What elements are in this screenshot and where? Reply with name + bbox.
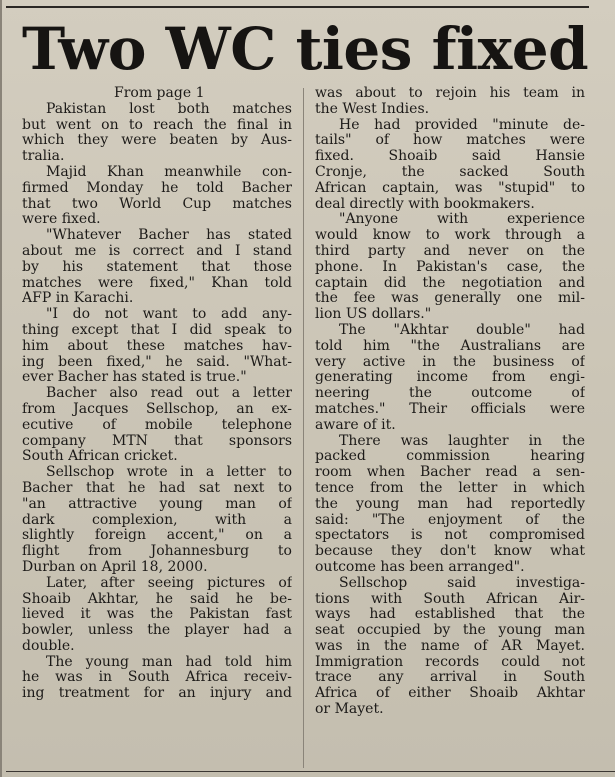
article-line: aware of it. — [315, 417, 396, 433]
article-line: very active in the business of — [315, 354, 585, 370]
article-line: bowler, unless the player had a — [22, 623, 292, 639]
headline: Two WC ties fixed — [22, 15, 589, 83]
article-line: lion US dollars." — [315, 307, 432, 323]
article-line: matches." Their officials were — [315, 401, 585, 417]
article-line: spectators is not compromised — [315, 528, 585, 544]
article-line: Shoaib Akhtar, he said he be- — [22, 591, 292, 607]
article-line: Bacher that he had sat next to — [22, 480, 292, 496]
article-line: told him "the Australians are — [315, 338, 585, 354]
article-line: Bacher also read out a letter — [46, 386, 292, 402]
article-line: "I do not want to add any- — [46, 307, 292, 323]
article-line: would know to work through a — [315, 228, 585, 244]
article-line: ever Bacher has stated is true." — [22, 370, 247, 386]
article-line: captain did the negotiation and — [315, 275, 585, 291]
top-rule — [6, 6, 589, 8]
article-line: deal directly with bookmakers. — [315, 196, 535, 212]
article-line: Sellschop said investiga- — [339, 575, 585, 591]
article-line: were fixed. — [22, 212, 101, 228]
article-line: by his statement that those — [22, 259, 292, 275]
article-line: him about these matches hav- — [22, 338, 292, 354]
article-line: or Mayet. — [315, 702, 384, 718]
article-line: lieved it was the Pakistan fast — [22, 607, 292, 623]
article-line: fixed. Shoaib said Hansie — [315, 149, 585, 165]
article-line: Immigration records could not — [315, 654, 585, 670]
article-line: was about to rejoin his team in — [315, 86, 585, 101]
article-line: room when Bacher read a sen- — [315, 465, 585, 481]
article-line: but went on to reach the final in — [22, 117, 292, 133]
article-line: Later, after seeing pictures of — [46, 575, 292, 591]
article-line: from Jacques Sellschop, an ex- — [22, 401, 292, 417]
article-line: third party and never on the — [315, 243, 585, 259]
article-line: ecutive of mobile telephone — [22, 417, 292, 433]
article-line: African captain, was "stupid" to — [315, 180, 585, 196]
bottom-rule — [6, 771, 615, 772]
article-column-right — [315, 86, 585, 718]
article-line: about me is correct and I stand — [22, 243, 292, 259]
article-line: outcome has been arranged". — [315, 559, 525, 575]
article-line: The young man had told him — [46, 654, 292, 670]
article-line: because they don't know what — [315, 544, 585, 560]
article-line: ing been fixed," he said. "What- — [22, 354, 292, 370]
column-divider — [303, 88, 304, 768]
article-line: the West Indies. — [315, 101, 430, 117]
article-line: He had provided "minute de- — [339, 117, 585, 133]
article-line: said: "The enjoyment of the — [315, 512, 585, 528]
article-line: tails" of how matches were — [315, 133, 585, 149]
article-column-left — [22, 86, 292, 702]
article-line: "Whatever Bacher has stated — [46, 228, 292, 244]
article-line: South African cricket. — [22, 449, 178, 465]
article-line: "Anyone with experience — [339, 212, 585, 228]
article-line: the young man had reportedly — [315, 496, 585, 512]
article-line: The "Akhtar double" had — [339, 322, 585, 338]
article-line: generating income from engi- — [315, 370, 585, 386]
article-line: trace any arrival in South — [315, 670, 585, 686]
article-line: Pakistan lost both matches — [46, 101, 292, 117]
article-line: Durban on April 18, 2000. — [22, 559, 208, 575]
article-line: tions with South African Air- — [315, 591, 585, 607]
article-line: packed commission hearing — [315, 449, 585, 465]
article-line: seat occupied by the young man — [315, 623, 585, 639]
article-line: which they were beaten by Aus- — [22, 133, 292, 149]
article-line: AFP in Karachi. — [22, 291, 134, 307]
article-line: Majid Khan meanwhile con- — [46, 164, 292, 180]
article-line: thing except that I did speak to — [22, 322, 292, 338]
article-line: ways had established that the — [315, 607, 585, 623]
article-line: he was in South Africa receiv- — [22, 670, 292, 686]
article-line: phone. In Pakistan's case, the — [315, 259, 585, 275]
article-line: matches were fixed," Khan told — [22, 275, 292, 291]
article-line: firmed Monday he told Bacher — [22, 180, 292, 196]
article-line: Africa of either Shoaib Akhtar — [315, 686, 585, 702]
article-line: dark complexion, with a — [22, 512, 292, 528]
article-line: flight from Johannesburg to — [22, 544, 292, 560]
article-line: the fee was generally one mil- — [315, 291, 585, 307]
article-line: neering the outcome of — [315, 386, 585, 402]
article-line: ing treatment for an injury and — [22, 686, 292, 702]
article-line: "an attractive young man of — [22, 496, 292, 512]
article-line: that two World Cup matches — [22, 196, 292, 212]
article-line: double. — [22, 638, 75, 654]
article-line: There was laughter in the — [339, 433, 585, 449]
article-line: slightly foreign accent," on a — [22, 528, 292, 544]
article-line: tralia. — [22, 149, 65, 165]
article-line: Cronje, the sacked South — [315, 164, 585, 180]
article-line: was in the name of AR Mayet. — [315, 638, 585, 654]
article-line: Sellschop wrote in a letter to — [46, 465, 292, 481]
article-line: tence from the letter in which — [315, 480, 585, 496]
kicker-from-page-1: From page 1 — [114, 86, 205, 101]
article-line: company MTN that sponsors — [22, 433, 292, 449]
